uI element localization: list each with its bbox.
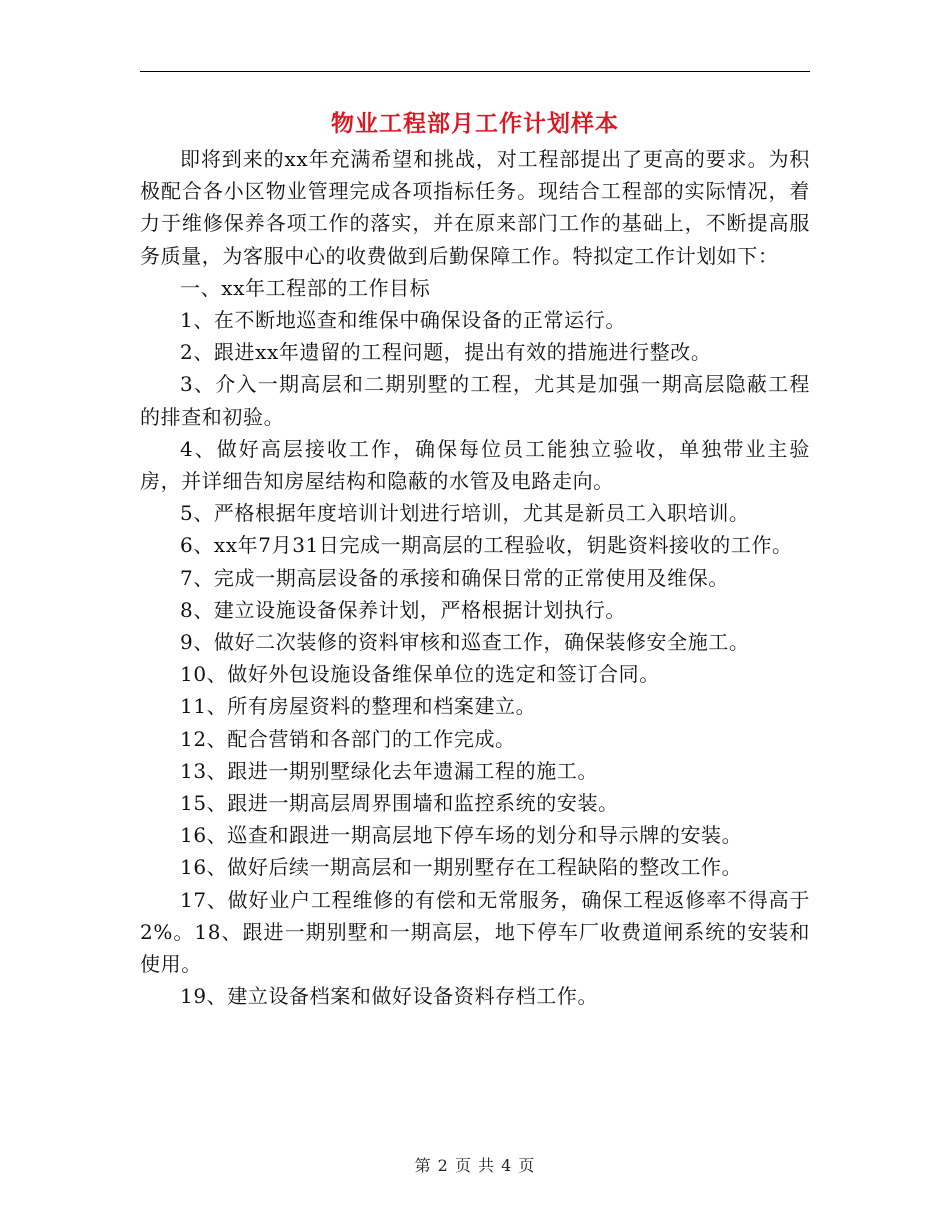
list-item: 16、巡查和跟进一期高层地下停车场的划分和导示牌的安装。 bbox=[180, 823, 743, 848]
list-item: 3、介入一期高层和二期别墅的工程，尤其是加强一期高层隐蔽工程的排查和初验。 bbox=[140, 372, 810, 429]
document-title: 物业工程部月工作计划样本 bbox=[331, 110, 619, 137]
section-heading: 一、xx年工程部的工作目标 bbox=[180, 275, 431, 300]
page-indicator: 第 2 页 共 4 页 bbox=[414, 1156, 536, 1175]
document-body bbox=[140, 143, 810, 1012]
list-item: 12、配合营销和各部门的工作完成。 bbox=[180, 726, 516, 751]
header-rule bbox=[140, 71, 810, 72]
list-item: 6、xx年7月31日完成一期高层的工程验收，钥匙资料接收的工作。 bbox=[180, 533, 793, 558]
list-item: 15、跟进一期高层周界围墙和监控系统的安装。 bbox=[180, 791, 619, 816]
list-item: 19、建立设备档案和做好设备资料存档工作。 bbox=[180, 984, 599, 1009]
list-item: 9、做好二次装修的资料审核和巡查工作，确保装修安全施工。 bbox=[180, 630, 750, 655]
list-item: 11、所有房屋资料的整理和档案建立。 bbox=[180, 694, 537, 719]
list-item: 2、跟进xx年遗留的工程问题，提出有效的措施进行整改。 bbox=[180, 340, 712, 365]
list-item: 1、在不断地巡查和维保中确保设备的正常运行。 bbox=[180, 308, 626, 333]
list-item: 7、完成一期高层设备的承接和确保日常的正常使用及维保。 bbox=[180, 565, 729, 590]
intro-paragraph: 即将到来的xx年充满希望和挑战，对工程部提出了更高的要求。为积极配合各小区物业管理完成各项指标任务。现结合工程部的实际情况，着力于维修保养各项工作的落实，并在原来部门工作的基础上，不断提高服务质量，为客服中心的收费做到后勤保障工作。特拟定工作计划如下： bbox=[140, 147, 810, 268]
list-item: 5、严格根据年度培训计划进行培训，尤其是新员工入职培训。 bbox=[180, 501, 750, 526]
list-item: 4、做好高层接收工作，确保每位员工能独立验收，单独带业主验房，并详细告知房屋结构和隐蔽的水管及电路走向。 bbox=[140, 436, 810, 494]
list-item: 16、做好后续一期高层和一期别墅存在工程缺陷的整改工作。 bbox=[180, 855, 743, 880]
list-item: 17、做好业户工程维修的有偿和无常服务，确保工程返修率不得高于2%。18、跟进一期别墅和一期高层，地下停车厂收费道闸系统的安装和使用。 bbox=[140, 887, 810, 977]
list-item: 8、建立设施设备保养计划，严格根据计划执行。 bbox=[180, 597, 626, 622]
list-item: 10、做好外包设施设备维保单位的选定和签订合同。 bbox=[180, 662, 660, 687]
list-item: 13、跟进一期别墅绿化去年遗漏工程的施工。 bbox=[180, 758, 599, 783]
